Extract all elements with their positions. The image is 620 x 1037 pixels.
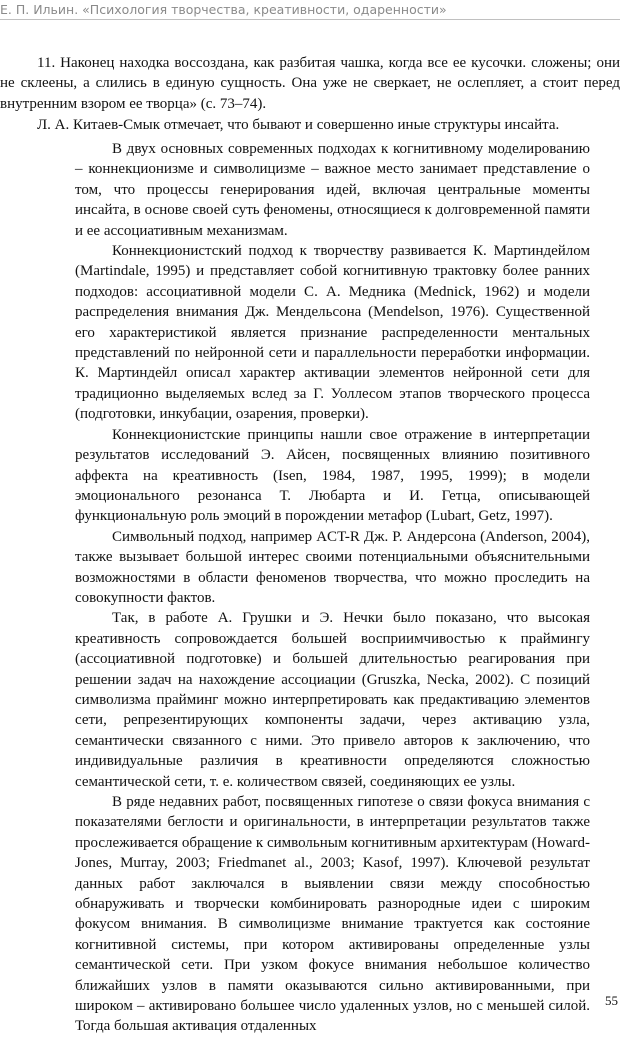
running-header — [0, 0, 620, 20]
cited-paragraph: Коннекционистский подход к творчеству развивается К. Мартиндейлом (Martindale, 1995) и представляет собой когнитивную трактовку более ранних подходов: ассоциативной модели С. А. Медника (Mednick, 1962) и модели распределения внимания Дж. Мендельсона (Mendelson, 1976). Существенной его характеристикой является признание распределенности ментальных представлений по нейронной сети и параллельности переработки информации. К. Мартиндейл описал характер активации элементов нейронной сети для традиционно выделяемых вслед за Г. Уоллесом этапов творческого процесса (подготовки, инкубации, озарения, проверки). — [75, 243, 590, 423]
cited-paragraph: В двух основных современных подходах к когнитивному моделированию – коннекционизме и символицизме – важное место занимает представление о том, что процессы генерирования идей, включая центральные моменты инсайта, в основе своей суть феномены, относящиеся к долговременной памяти и ее ассоциативным механизмам. — [75, 141, 590, 239]
header-author: Е. П. Ильин. — [0, 2, 79, 17]
page-number: 55 — [605, 993, 618, 1008]
header-book-title: «Психология творчества, креативности, одаренности» — [82, 2, 447, 17]
cited-paragraph: Коннекционистские принципы нашли свое отражение в интерпретации результатов исследований Э. Айсен, посвященных влиянию позитивного аффекта на креативность (Isen, 1984, 1987, 1995, 1999); в модели эмоционального резонанса Т. Любарта и И. Гетца, описывающей функциональную роль эмоций в порождении метафор (Lubart, Getz, 1997). — [75, 426, 590, 525]
intro-paragraph: Л. А. Китаев-Смык отмечает, что бывают и совершенно иные структуры инсайта. — [37, 117, 560, 133]
header-divider — [0, 19, 620, 20]
quote-paragraph: 11. Наконец находка воссоздана, как разбитая чашка, когда все ее кусочки. сложены; они не склеены, а слились в единую сущность. Она уже не сверкает, не ослепляет, а стоит перед внутренним взором ее творца» (с. 73–74). — [0, 55, 620, 112]
cited-paragraph: В ряде недавних работ, посвященных гипотезе о связи фокуса внимания с показателями беглости и оригинальности, в интерпретации результатов также прослеживается обращение к символьным когнитивным архитектурам (Howard-Jones, Murray, 2003; Friedmanet al., 2003; Kasof, 1997). Ключевой результат данных работ заключался в выявлении связи между способностью обнаруживать и творчески комбинировать разнородные идеи с широким фокусом внимания. В символицизме внимание трактуется как состояние когнитивной системы, при котором активированы определенные узлы семантической сети. При узком фокусе внимания небольшое количество ближайших узлов в памяти оказываются сильно активированными, при широком – активировано большее число удаленных узлов, но с меньшей силой. Тогда большая активация отдаленных — [75, 794, 590, 1035]
cited-paragraph: Символьный подход, например ACT-R Дж. Р. Андерсона (Anderson, 2004), также вызывает большой интерес своими потенциальными объяснительными возможностями в области феноменов творчества, что можно проследить на совокупности фактов. — [75, 528, 590, 606]
cited-block — [75, 139, 590, 1037]
cited-paragraph: Так, в работе А. Грушки и Э. Нечки было показано, что высокая креативность сопровождается большей восприимчивостью к праймингу (ассоциативной подготовке) и большей длительностью реагирования при решении задач на нахождение ассоциации (Gruszka, Necka, 2002). С позиций символизма прайминг можно интерпретировать как предактивацию элементов сети, репрезентирующих компоненты задачи, через активацию узла, семантически связанного с ними. Это привело авторов к заключению, что индивидуальные различия в креативности определяются сложностью семантической сети, т. е. количеством связей, соединяющих ее узлы. — [75, 610, 590, 790]
